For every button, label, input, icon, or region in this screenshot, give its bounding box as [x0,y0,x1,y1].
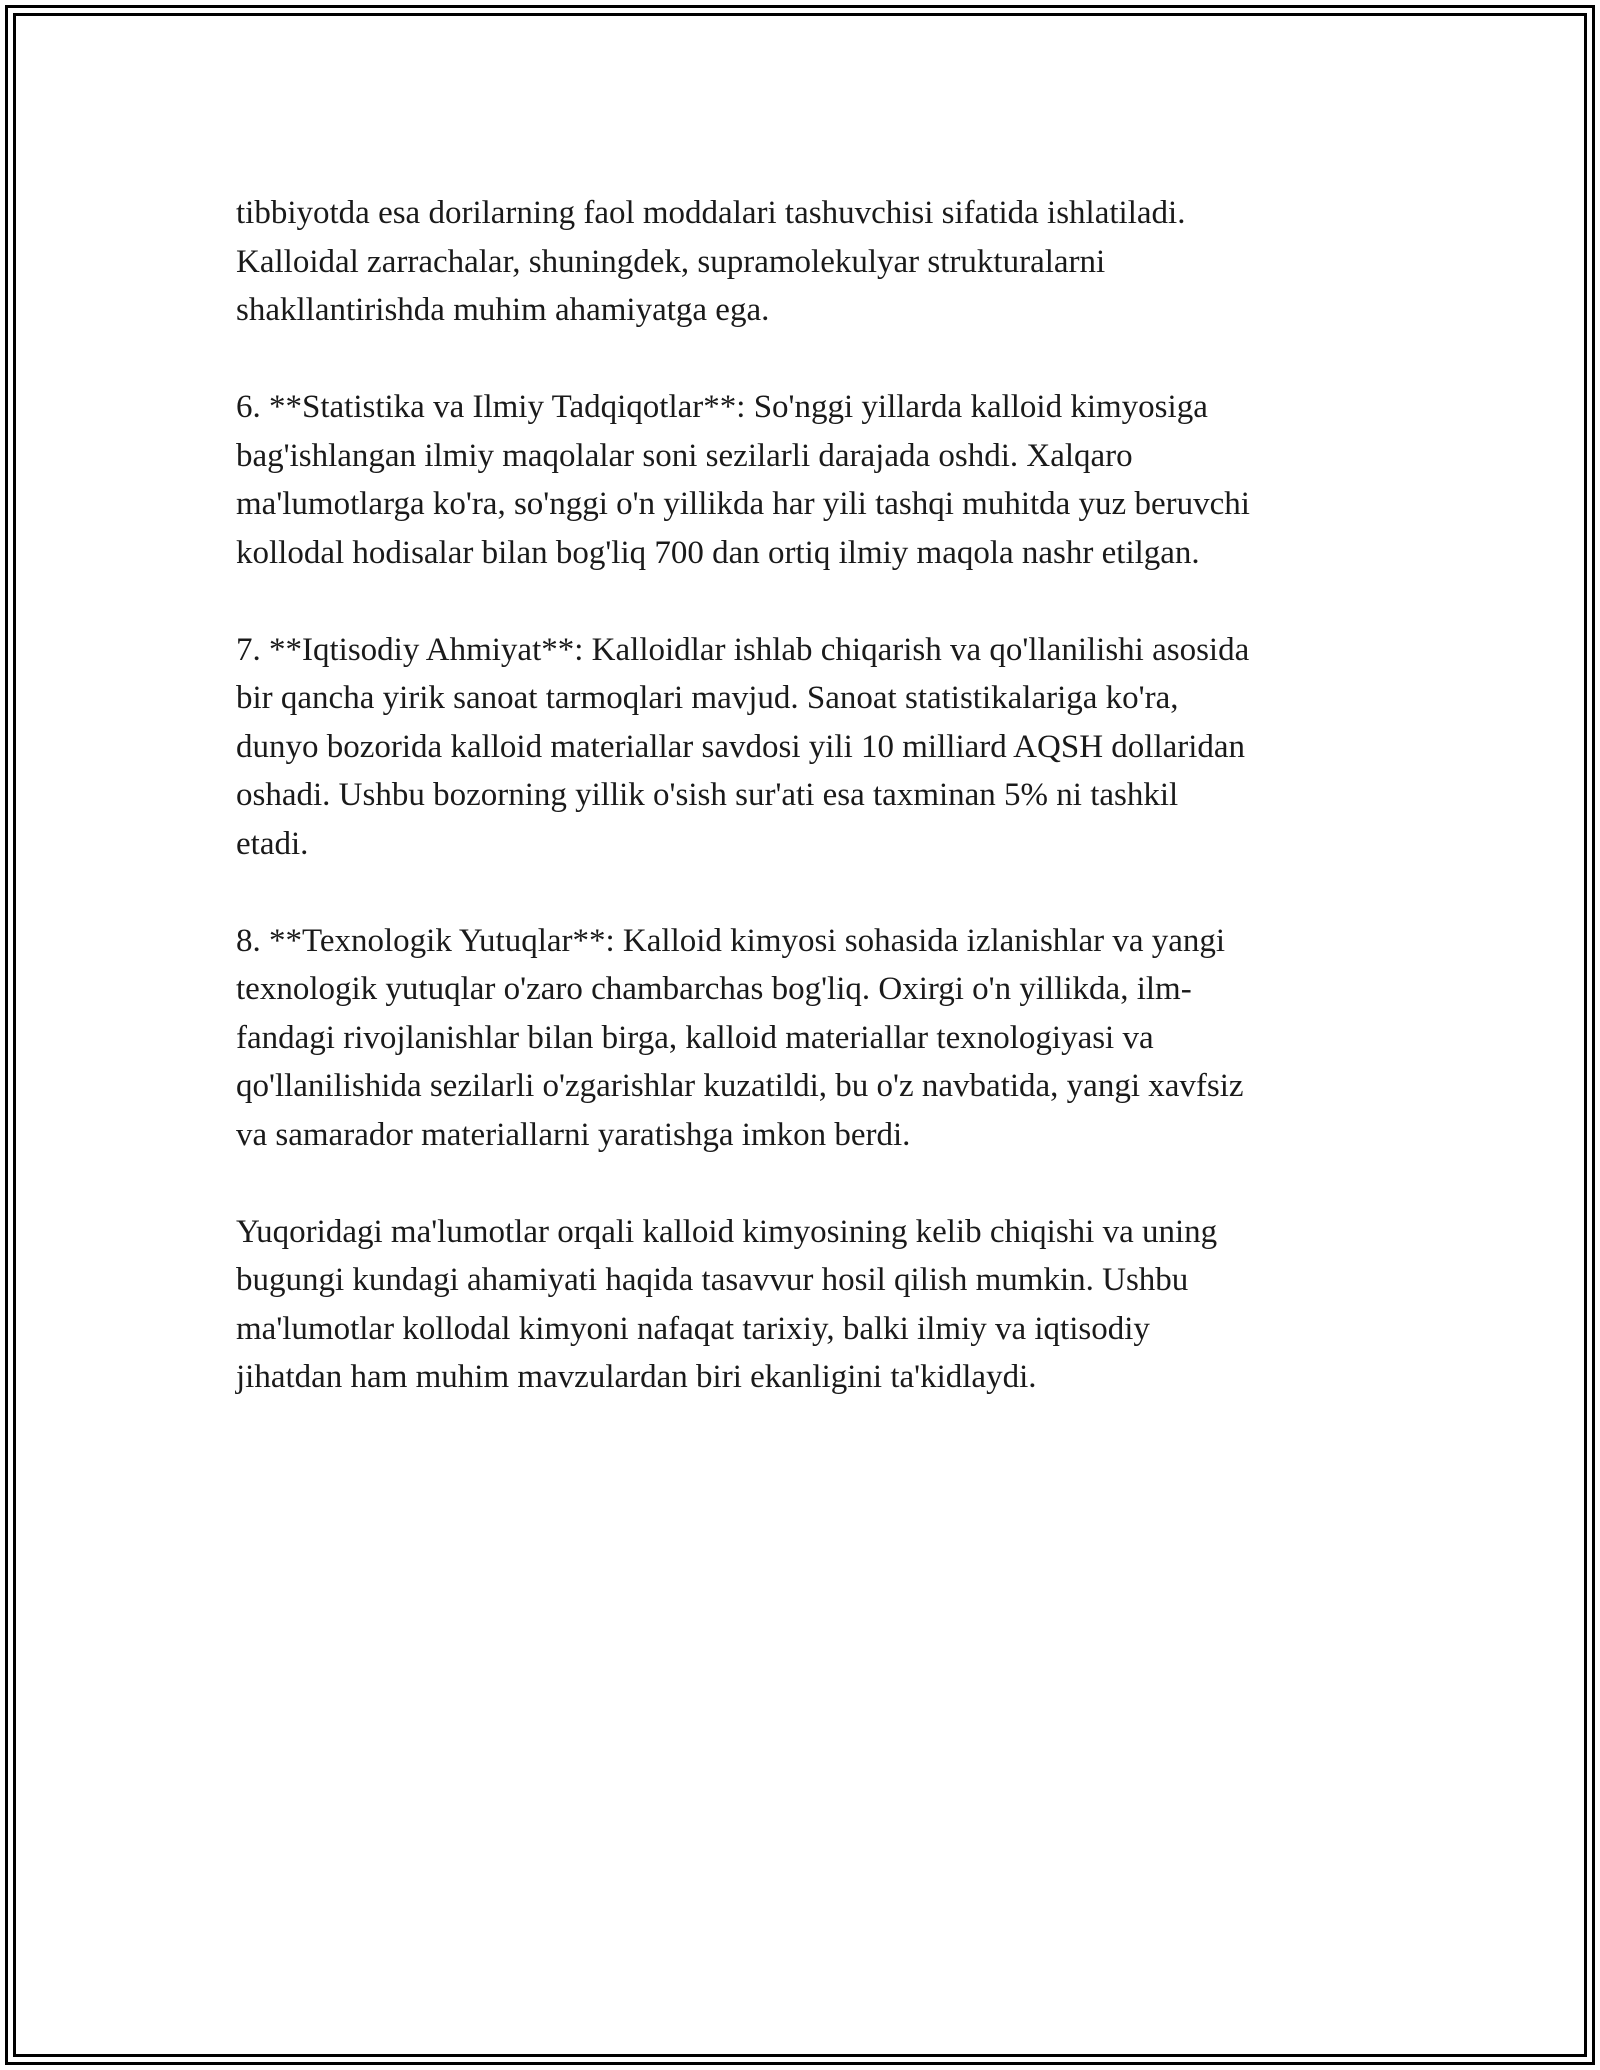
paragraph-economic-importance: 7. **Iqtisodiy Ahmiyat**: Kalloidlar ishlab chiqarish va qo'llanilishi asosida bir qancha yirik sanoat tarmoqlari mavjud. Sanoat statistikalariga ko'ra, dunyo bozorida kalloid materiallar savdosi yili 10 milliard AQSH dollaridan oshadi. Ushbu bozorning yillik o'sish sur'ati esa taxminan 5% ni tashkil etadi. [236,631,1250,862]
paragraph-intro-continuation: tibbiyotda esa dorilarning faol moddalari tashuvchisi sifatida ishlatiladi. Kalloidal zarrachalar, shuningdek, supramolekulyar strukturalarni shakllantirishda muhim ahamiyatga ega. [236,195,1186,328]
paragraph-technological-advances: 8. **Texnologik Yutuqlar**: Kalloid kimyosi sohasida izlanishlar va yangi texnologik yutuqlar o'zaro chambarchas bog'liq. Oxirgi o'n yillikda, ilm- fandagi rivojlanishlar bilan birga, kalloid materiallar texnologiyasi va qo'llanilishida sezilarli o'zgarishlar kuzatildi, bu o'z navbatida, yangi xavfsiz va samarador materiallarni yaratishga imkon berdi. [236,922,1244,1153]
paragraph-statistics: 6. **Statistika va Ilmiy Tadqiqotlar**: So'nggi yillarda kalloid kimyosiga bag'ishlangan ilmiy maqolalar soni sezilarli darajada oshdi. Xalqaro ma'lumotlarga ko'ra, so'nggi o'n yillikda har yili tashqi muhitda yuz beruvchi kollodal hodisalar bilan bog'liq 700 dan ortiq ilmiy maqola nashr etilgan. [236,389,1250,571]
paragraph-conclusion: Yuqoridagi ma'lumotlar orqali kalloid kimyosining kelib chiqishi va uning bugungi kundagi ahamiyati haqida tasavvur hosil qilish mumkin. Ushbu ma'lumotlar kollodal kimyoni nafaqat tarixiy, balki ilmiy va iqtisodiy jihatdan ham muhim mavzulardan biri ekanligini ta'kidlaydi. [236,1213,1218,1395]
document-body [236,189,1386,1450]
